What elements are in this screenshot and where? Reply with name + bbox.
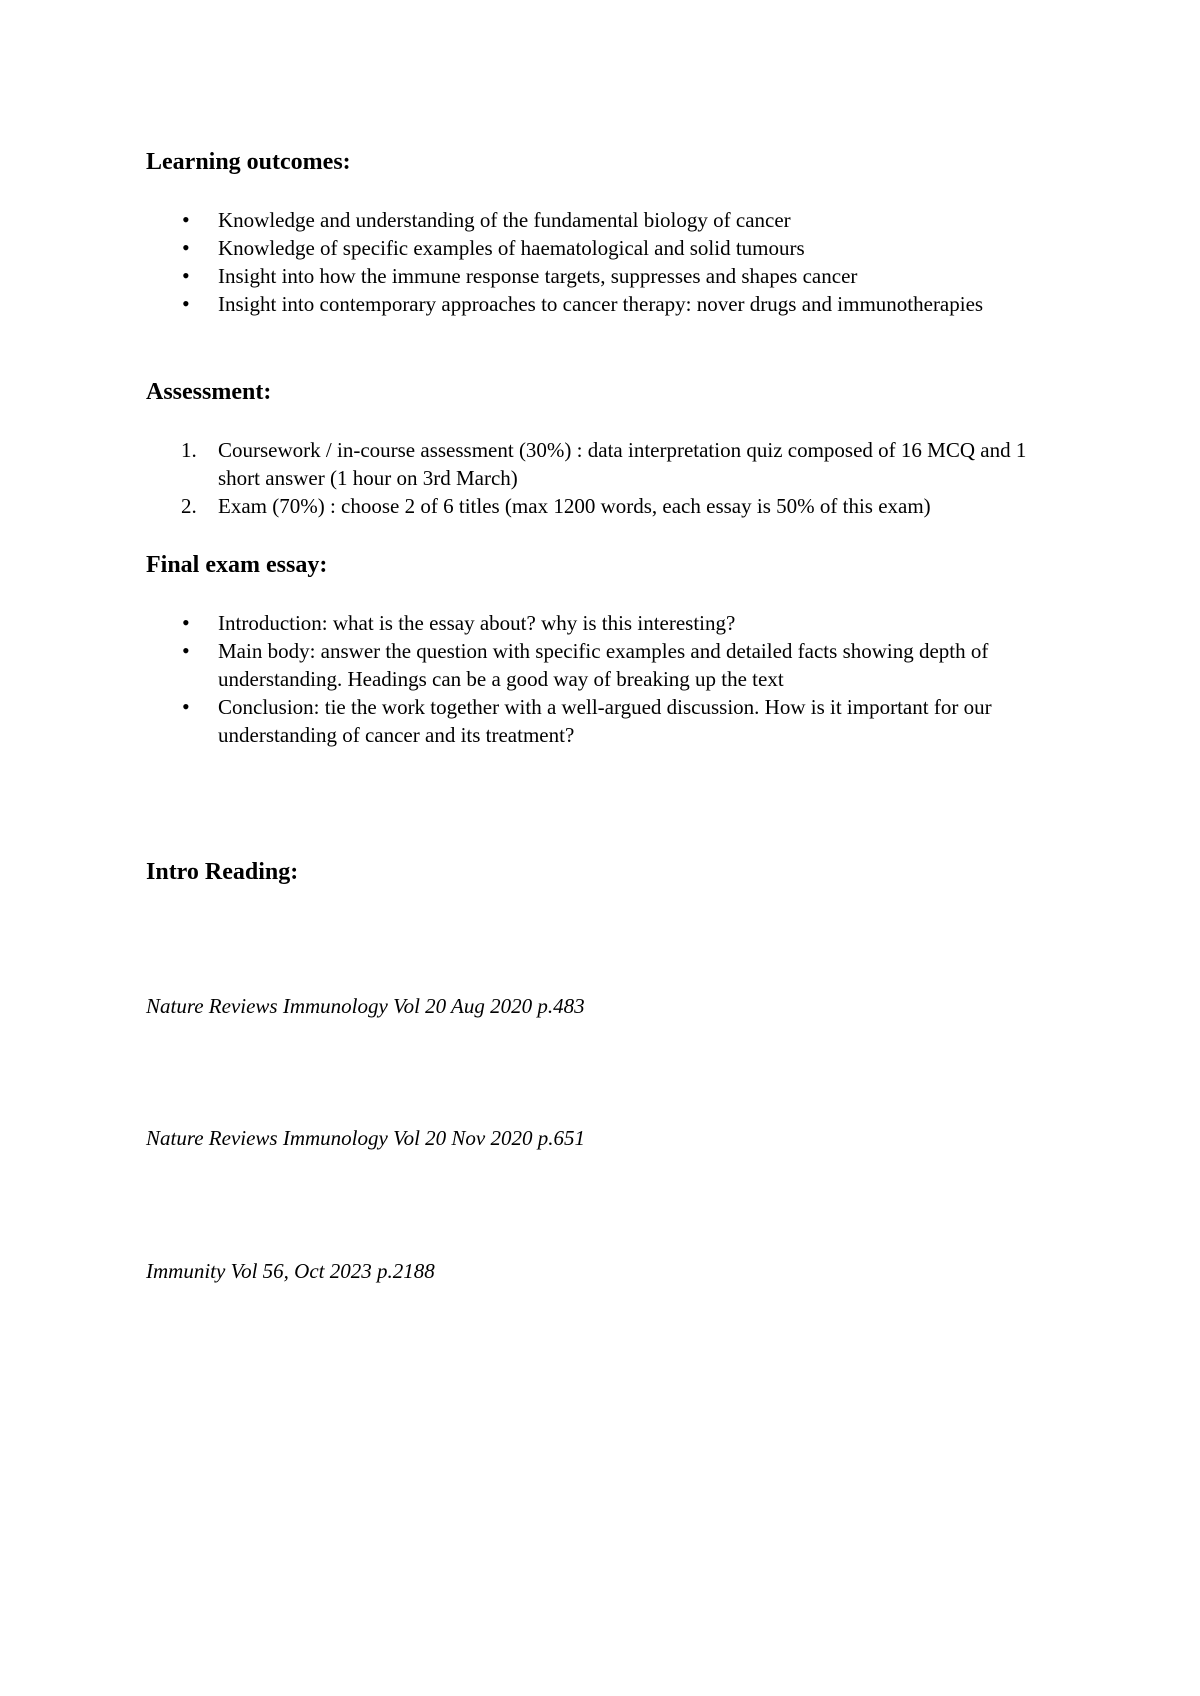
list-item: • Knowledge and understanding of the fundamental biology of cancer <box>146 206 1066 234</box>
list-item: • Knowledge of specific examples of haematological and solid tumours <box>146 234 1066 262</box>
list-item: • Conclusion: tie the work together with a well-argued discussion. How is it important for our understanding of cancer and its treatment? <box>146 693 1066 749</box>
list-item: • Introduction: what is the essay about? why is this interesting? <box>146 609 1066 637</box>
reference-citation: Immunity Vol 56, Oct 2023 p.2188 <box>146 1259 435 1283</box>
list-item <box>146 436 1066 492</box>
list-number: 2. <box>181 494 197 518</box>
list-item: • Main body: answer the question with specific examples and detailed facts showing depth of understanding. Headings can be a good way of breaking up the text <box>146 637 1066 693</box>
intro-reading-heading: Intro Reading: <box>146 859 299 885</box>
reference-citation: Nature Reviews Immunology Vol 20 Aug 2020 p.483 <box>146 994 585 1018</box>
assessment-list <box>146 436 1066 520</box>
list-number: 1. <box>181 438 197 462</box>
list-item: • Insight into how the immune response targets, suppresses and shapes cancer <box>146 262 1066 290</box>
list-item-text: Exam (70%) : choose 2 of 6 titles (max 1200 words, each essay is 50% of this exam) <box>218 494 931 518</box>
final-exam-essay-list <box>146 609 1066 749</box>
list-item: • Insight into contemporary approaches to cancer therapy: nover drugs and immunotherapies <box>146 290 1066 318</box>
learning-outcomes-heading: Learning outcomes: <box>146 149 351 175</box>
list-item <box>146 492 1066 520</box>
learning-outcomes-list <box>146 206 1066 318</box>
assessment-heading: Assessment: <box>146 379 272 405</box>
reference-citation: Nature Reviews Immunology Vol 20 Nov 2020 p.651 <box>146 1126 586 1150</box>
final-exam-essay-heading: Final exam essay: <box>146 552 328 578</box>
list-item-text: Coursework / in-course assessment (30%) : data interpretation quiz composed of 16 MCQ and 1 short answer (1 hour on 3rd March) <box>218 438 1027 490</box>
